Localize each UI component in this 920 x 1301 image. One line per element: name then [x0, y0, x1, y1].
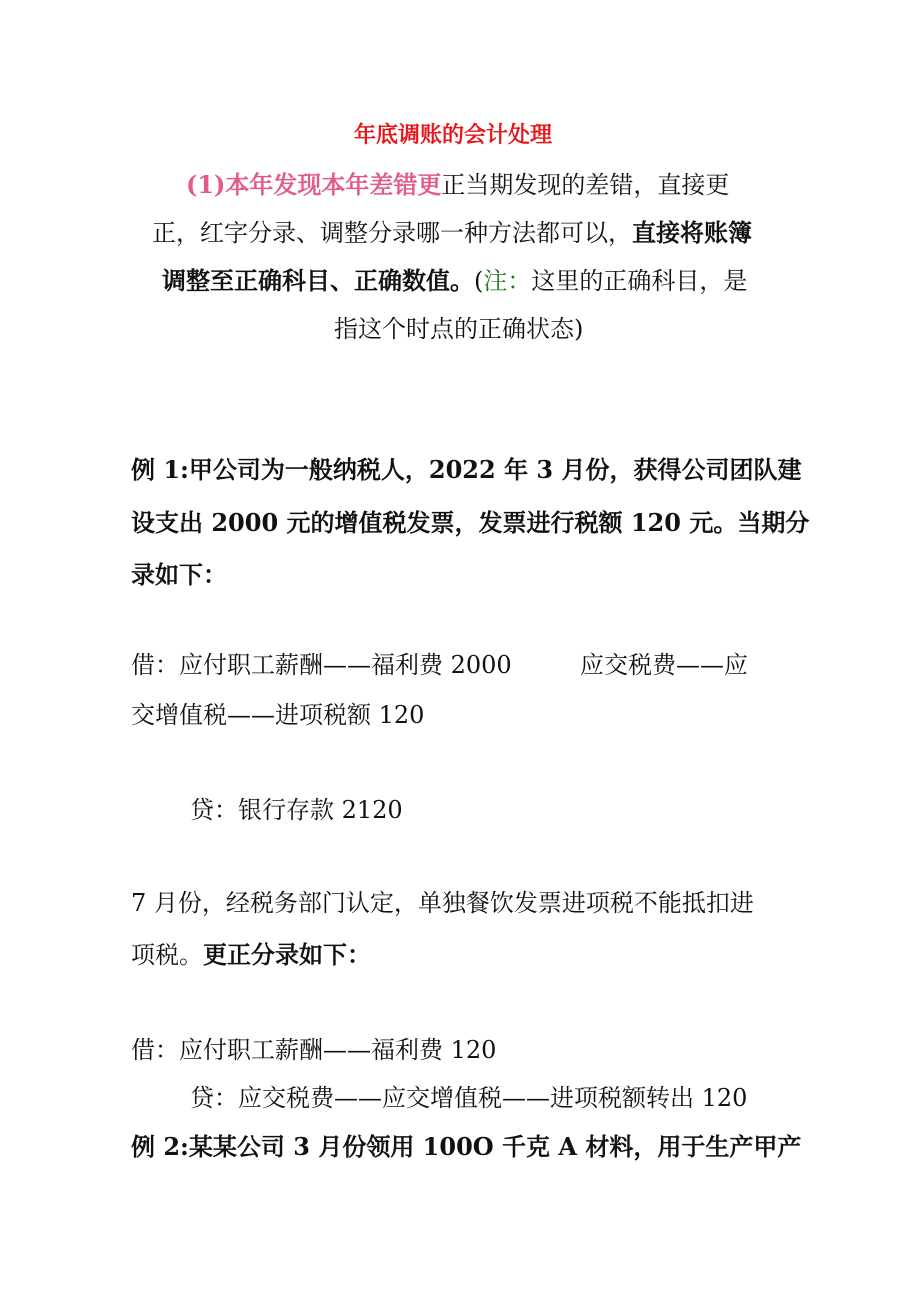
- entry-1-debit-main: 借：应付职工薪酬——福利费 2000: [131, 651, 512, 679]
- correction-heading: 更正分录如下：: [203, 940, 371, 969]
- section-1-emphasis: 调整至正确科目、正确数值。: [162, 266, 474, 295]
- entry-1-debit-tax: 应交税费——应: [580, 651, 748, 679]
- july-text: 项税。: [131, 941, 203, 969]
- section-1-line-3: [162, 266, 747, 296]
- section-1-line-2: [152, 218, 752, 248]
- section-1-heading: (1)本年发现本年差错更: [186, 170, 442, 199]
- entry-2-debit: 借：应付职工薪酬——福利费 120: [131, 1036, 497, 1064]
- section-1-paren: (: [474, 267, 484, 295]
- section-1-emphasis: 直接将账簿: [632, 218, 752, 247]
- document-title: 年底调账的会计处理: [354, 122, 553, 148]
- note-label: 注：: [483, 267, 532, 295]
- section-1-text: 正当期发现的差错，直接更: [441, 171, 730, 199]
- example-1-line-1: 例 1:甲公司为一般纳税人，2022 年 3 月份，获得公司团队建: [131, 455, 802, 484]
- july-line-2: [131, 940, 371, 970]
- example-2-line-1: 例 2:某某公司 3 月份领用 100O 千克 A 材料，用于生产甲产: [131, 1132, 802, 1161]
- july-line-1: 7 月份，经税务部门认定，单独餐饮发票进项税不能抵扣进: [131, 889, 754, 917]
- example-1-line-2: 设支出 2000 元的增值税发票，发票进行税额 120 元。当期分: [131, 508, 810, 537]
- section-1-text: 这里的正确科目，是: [531, 267, 748, 295]
- entry-2-credit: 贷：应交税费——应交增值税——进项税额转出 120: [190, 1084, 748, 1112]
- entry-1-credit: 贷：银行存款 2120: [190, 796, 403, 824]
- section-1-text: 正，红字分录、调整分录哪一种方法都可以，: [152, 219, 632, 247]
- section-1-line-1: [186, 170, 729, 200]
- section-1-line-4: 指这个时点的正确状态): [334, 315, 584, 343]
- entry-1-debit-tax-cont: 交增值税——进项税额 120: [131, 701, 425, 729]
- example-1-line-3: 录如下：: [131, 560, 227, 589]
